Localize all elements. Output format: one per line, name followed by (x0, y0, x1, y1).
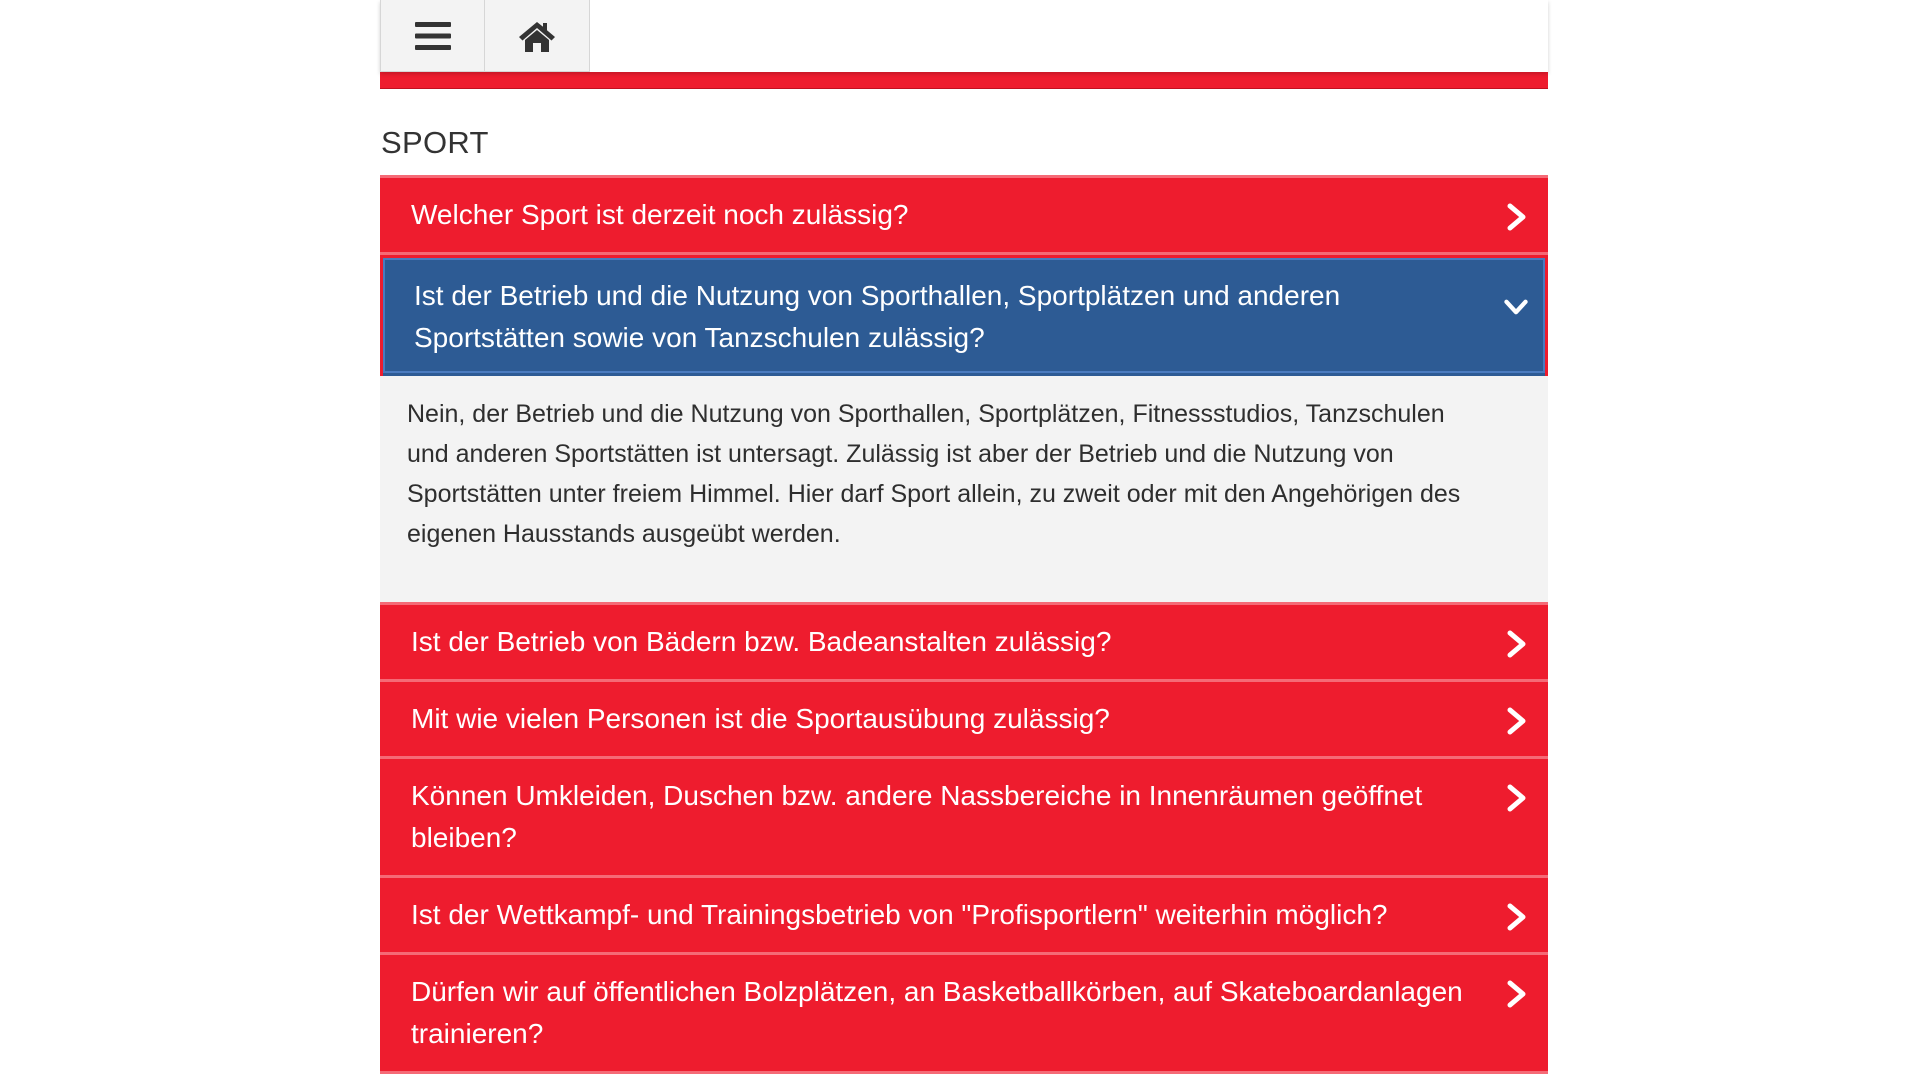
chevron-right-icon (1504, 979, 1530, 1009)
faq-item-2-expanded[interactable] (380, 255, 1548, 376)
faq-item-5[interactable] (380, 759, 1548, 878)
page (380, 0, 1548, 1074)
chevron-right-icon (1504, 902, 1530, 932)
menu-button[interactable] (380, 0, 485, 72)
chevron-right-icon (1504, 706, 1530, 736)
chevron-right-icon (1504, 202, 1530, 232)
faq-question: Dürfen wir auf öffentlichen Bolzplätzen, an Basketballkörben, auf Skateboardanlagen trainieren? (411, 976, 1463, 1049)
faq-question: Ist der Betrieb von Bädern bzw. Badeanstalten zulässig? (411, 626, 1112, 657)
chevron-right-icon (1504, 783, 1530, 813)
chevron-down-icon (1503, 292, 1529, 322)
faq-answer: Nein, der Betrieb und die Nutzung von Sporthallen, Sportplätzen, Fitnessstudios, Tanzschulen und anderen Sportstätten ist untersagt. Zulässig ist aber der Betrieb und die Nutzung von Sportstätten unter freiem Himmel. Hier darf Sport allein, zu zweit oder mit den Angehörigen des eigenen Hausstands ausgeübt werden. (380, 376, 1548, 605)
section-title: SPORT (381, 125, 489, 160)
top-navigation-bar (380, 0, 1548, 72)
faq-item-3[interactable] (380, 605, 1548, 682)
home-icon (517, 19, 557, 53)
faq-question: Ist der Wettkampf- und Trainingsbetrieb von "Profisportlern" weiterhin möglich? (411, 899, 1388, 930)
faq-question: Ist der Betrieb und die Nutzung von Sporthallen, Sportplätzen und anderen Sportstätten sowie von Tanzschulen zulässig? (414, 280, 1341, 353)
faq-item-4[interactable] (380, 682, 1548, 759)
faq-item-1[interactable] (380, 178, 1548, 255)
home-button[interactable] (485, 0, 590, 72)
faq-item-6[interactable] (380, 878, 1548, 955)
hamburger-menu-icon (414, 20, 452, 52)
faq-question: Mit wie vielen Personen ist die Sportausübung zulässig? (411, 703, 1110, 734)
faq-accordion (380, 175, 1548, 1074)
faq-question: Welcher Sport ist derzeit noch zulässig? (411, 199, 909, 230)
header-red-rule (380, 72, 1548, 89)
faq-question: Können Umkleiden, Duschen bzw. andere Nassbereiche in Innenräumen geöffnet bleiben? (411, 780, 1423, 853)
faq-item-7[interactable] (380, 955, 1548, 1074)
chevron-right-icon (1504, 629, 1530, 659)
